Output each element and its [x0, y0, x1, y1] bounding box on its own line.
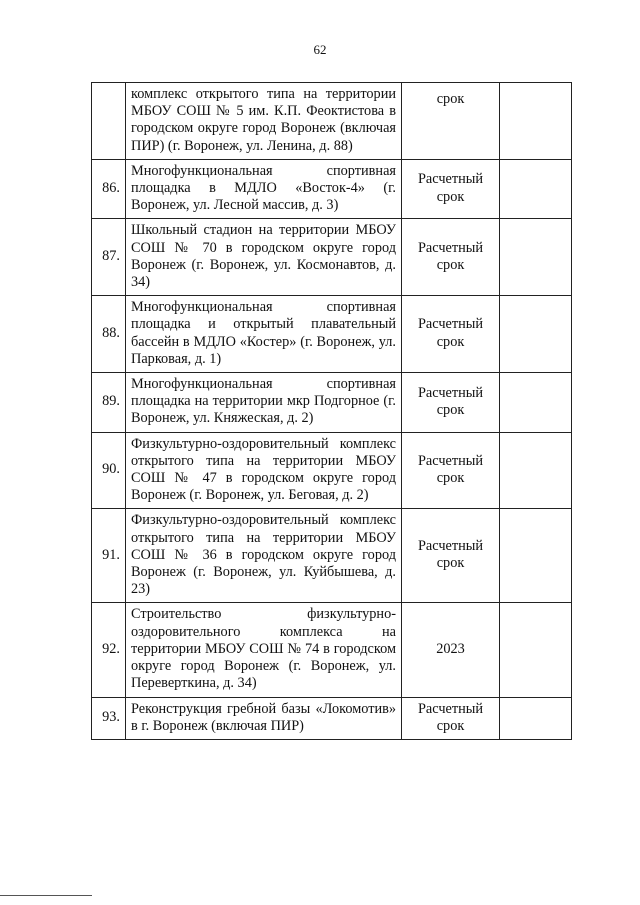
empty-cell [500, 432, 572, 509]
implementation-term: Расчетный срок [402, 509, 500, 603]
table-row [92, 603, 572, 697]
empty-cell [500, 603, 572, 697]
row-number: 90. [92, 432, 126, 509]
table-row [92, 373, 572, 433]
table-row [92, 509, 572, 603]
empty-cell [500, 296, 572, 373]
object-description: Физкультурно-оздоровительный комплекс открытого типа на территории МБОУ СОШ № 36 в городском округе город Воронеж (г. Воронеж, ул. Куйбышева, д. 23) [126, 509, 402, 603]
object-description: Физкультурно-оздоровительный комплекс открытого типа на территории МБОУ СОШ № 47 в городском округе город Воронеж (г. Воронеж, ул. Беговая, д. 2) [126, 432, 402, 509]
implementation-term: Расчетный срок [402, 373, 500, 433]
implementation-term: Расчетный срок [402, 219, 500, 296]
footnote-separator-line [0, 895, 92, 896]
table-row [92, 697, 572, 739]
object-description: Школьный стадион на территории МБОУ СОШ № 70 в городском округе город Воронеж (г. Воронеж, ул. Космонавтов, д. 34) [126, 219, 402, 296]
table-row [92, 159, 572, 219]
implementation-term: Расчетный срок [402, 296, 500, 373]
empty-cell [500, 373, 572, 433]
table-row [92, 432, 572, 509]
empty-cell [500, 697, 572, 739]
object-description: Многофункциональная спортивная площадка и открытый плавательный бассейн в МДЛО «Костер» (г. Воронеж, ул. Парковая, д. 1) [126, 296, 402, 373]
empty-cell [500, 159, 572, 219]
row-number: 87. [92, 219, 126, 296]
implementation-term: Расчетный срок [402, 697, 500, 739]
row-number [92, 83, 126, 160]
object-description: Многофункциональная спортивная площадка на территории мкр Подгорное (г. Воронеж, ул. Княжеская, д. 2) [126, 373, 402, 433]
object-description: Многофункциональная спортивная площадка в МДЛО «Восток-4» (г. Воронеж, ул. Лесной массив, д. 3) [126, 159, 402, 219]
empty-cell [500, 509, 572, 603]
empty-cell [500, 83, 572, 160]
object-description: Реконструкция гребной базы «Локомотив» в г. Воронеж (включая ПИР) [126, 697, 402, 739]
row-number: 92. [92, 603, 126, 697]
row-number: 89. [92, 373, 126, 433]
table-row [92, 296, 572, 373]
implementation-term: срок [402, 83, 500, 160]
objects-table [91, 82, 572, 740]
row-number: 91. [92, 509, 126, 603]
table-row [92, 219, 572, 296]
page-number: 62 [313, 42, 327, 57]
row-number: 88. [92, 296, 126, 373]
implementation-term: Расчетный срок [402, 432, 500, 509]
empty-cell [500, 219, 572, 296]
object-description: Строительство физкультурно-оздоровительного комплекса на территории МБОУ СОШ № 74 в городском округе город Воронеж (г. Воронеж, ул. Переверткина, д. 34) [126, 603, 402, 697]
table-row [92, 83, 572, 160]
implementation-term: Расчетный срок [402, 159, 500, 219]
implementation-term: 2023 [402, 603, 500, 697]
object-description: комплекс открытого типа на территории МБОУ СОШ № 5 им. К.П. Феоктистова в городском округе город Воронеж (включая ПИР) (г. Воронеж, ул. Ленина, д. 88) [126, 83, 402, 160]
row-number: 86. [92, 159, 126, 219]
row-number: 93. [92, 697, 126, 739]
